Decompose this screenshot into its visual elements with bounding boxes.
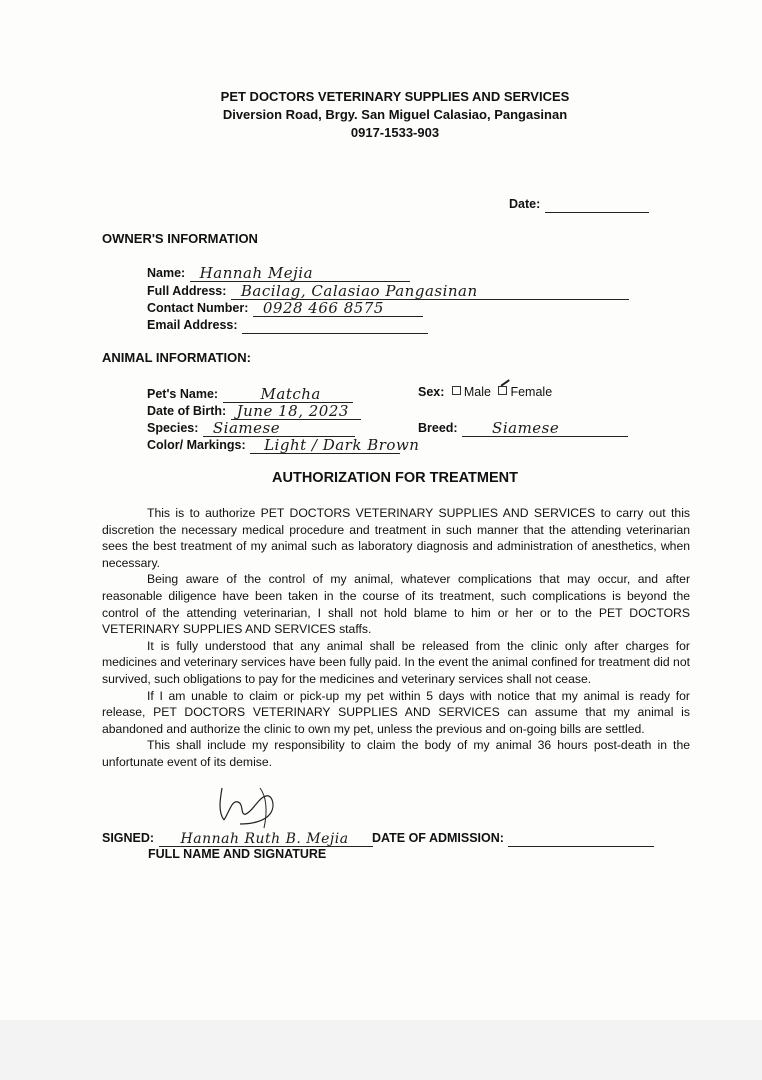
date-label: Date: — [509, 197, 541, 211]
owner-contact-line[interactable] — [253, 299, 423, 317]
owner-address-label: Full Address: — [147, 284, 227, 298]
owner-contact-value: 0928 466 8575 — [262, 299, 384, 317]
owner-name-line[interactable] — [190, 264, 410, 282]
authorization-title: AUTHORIZATION FOR TREATMENT — [272, 470, 518, 486]
color-line[interactable] — [250, 436, 420, 454]
pet-name-value: Matcha — [260, 385, 321, 403]
authorization-paragraph: Being aware of the control of my animal, whatever complications that may occur, and after reasonable diligence have been taken in the course of its treatment, such complications is beyond the control of the attending veterinarian, I shall not hold blame to him or her or to the PET DOCTORS VETERINARY SUPPLIES AND SERVICES staffs. — [102, 572, 690, 637]
clinic-phone: 0917-1533-903 — [350, 125, 440, 140]
clinic-address: Diversion Road, Brgy. San Miguel Calasiao, Pangasinan — [222, 107, 568, 122]
breed-field[interactable] — [418, 419, 628, 437]
dob-value: June 18, 2023 — [236, 402, 349, 420]
dob-field[interactable] — [147, 402, 361, 420]
color-value: Light / Dark Brown — [264, 436, 420, 454]
date-line[interactable] — [545, 198, 649, 213]
owner-section-title: OWNER'S INFORMATION — [102, 231, 258, 246]
date-field[interactable] — [509, 195, 649, 213]
clinic-header — [0, 88, 762, 142]
admission-date-label: DATE OF ADMISSION: — [372, 831, 504, 845]
authorization-paragraph: This shall include my responsibility to claim the body of my animal 36 hours post-death in the unfortunate event of its demise. — [102, 738, 690, 769]
breed-line[interactable] — [462, 419, 628, 437]
species-value: Siamese — [212, 419, 281, 437]
clinic-name: PET DOCTORS VETERINARY SUPPLIES AND SERVICES — [220, 89, 570, 104]
owner-address-field[interactable] — [147, 282, 629, 300]
species-line[interactable] — [203, 419, 355, 437]
female-option-label: Female — [510, 385, 553, 399]
owner-email-label: Email Address: — [147, 318, 238, 332]
page-bottom-margin — [0, 1020, 762, 1080]
color-field[interactable] — [147, 436, 420, 454]
owner-contact-field[interactable] — [147, 299, 423, 317]
male-option-label: Male — [463, 385, 491, 399]
species-field[interactable] — [147, 419, 355, 437]
owner-address-value: Bacilag, Calasiao Pangasinan — [240, 282, 478, 300]
authorization-paragraph: If I am unable to claim or pick-up my pet within 5 days with notice that my animal is ready for release, PET DOCTORS VETERINARY SUPPLIES AND SERVICES can assume that my animal is abandoned and authorize the clinic to own my pet, unless the previous and on-going bills are settled. — [102, 688, 690, 736]
owner-email-line[interactable] — [242, 319, 428, 334]
signed-field[interactable] — [102, 829, 373, 847]
owner-name-value: Hannah Mejia — [199, 264, 314, 282]
owner-email-field[interactable] — [147, 316, 428, 334]
pet-name-label: Pet's Name: — [147, 387, 219, 401]
female-checkbox-checked[interactable] — [498, 386, 507, 395]
owner-address-line[interactable] — [231, 282, 629, 300]
sex-label: Sex: — [418, 385, 445, 399]
breed-value: Siamese — [492, 419, 560, 437]
authorization-paragraph: This is to authorize PET DOCTORS VETERINARY SUPPLIES AND SERVICES to carry out this discretion the necessary medical procedure and treatment in such manner that the attending veterinarian sees the best treatment of my animal such as laboratory diagnosis and administration of anesthetics, when necessary. — [102, 506, 690, 570]
authorization-paragraph: It is fully understood that any animal shall be released from the clinic only after charges for medicines and veterinary services have been fully paid. In the event the animal confined for treatment did not survived, such obligations to pay for the medicines and veterinary services shall not cease. — [102, 638, 690, 686]
species-label: Species: — [147, 421, 199, 435]
breed-label: Breed: — [418, 421, 458, 435]
dob-label: Date of Birth: — [147, 404, 227, 418]
animal-section-title: ANIMAL INFORMATION: — [102, 350, 251, 365]
dob-line[interactable] — [231, 402, 361, 420]
pet-name-field[interactable] — [147, 385, 353, 403]
owner-name-field[interactable] — [147, 264, 410, 282]
pet-name-line[interactable] — [223, 385, 353, 403]
male-checkbox[interactable] — [452, 386, 461, 395]
signed-value: Hannah Ruth B. Mejia — [180, 831, 349, 847]
full-name-signature-caption: FULL NAME AND SIGNATURE — [148, 847, 327, 861]
admission-date-line[interactable] — [508, 832, 654, 847]
owner-name-label: Name: — [147, 266, 186, 280]
admission-date-field[interactable] — [372, 829, 654, 847]
sex-field[interactable] — [418, 385, 552, 399]
color-label: Color/ Markings: — [147, 438, 246, 452]
owner-contact-label: Contact Number: — [147, 301, 249, 315]
signed-line[interactable] — [159, 832, 373, 847]
authorization-body — [102, 505, 690, 771]
signed-label: SIGNED: — [102, 831, 155, 845]
